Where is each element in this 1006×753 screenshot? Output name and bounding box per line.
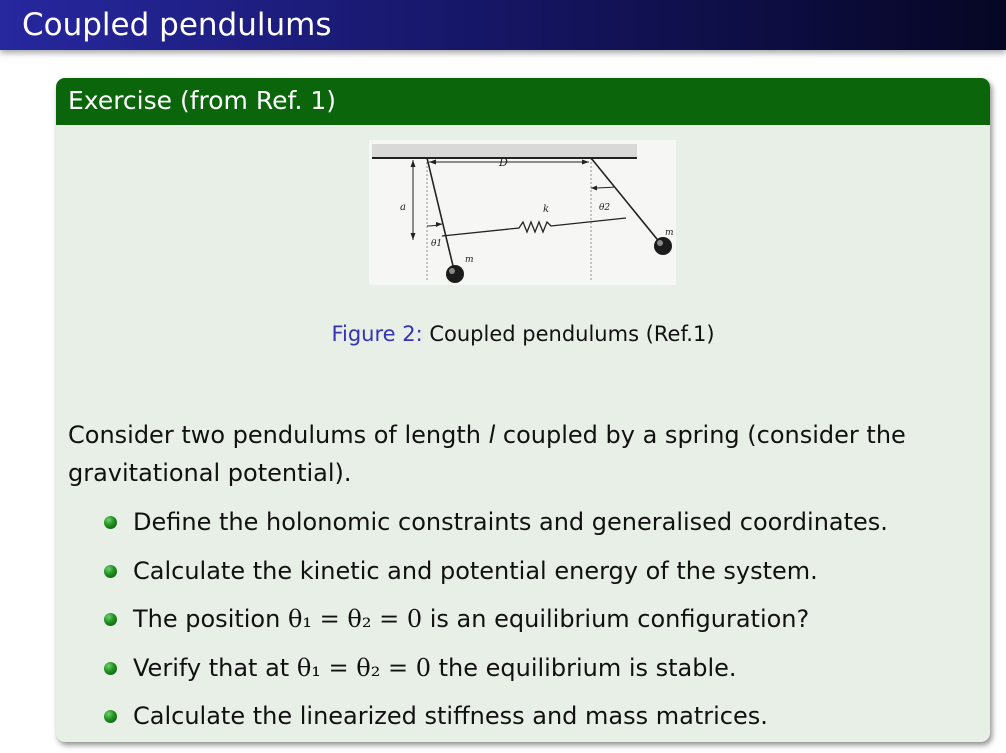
d-arrowhead-left — [429, 160, 436, 165]
mass-left-highlight — [449, 268, 455, 274]
slide-title: Coupled pendulums — [22, 7, 332, 43]
mass-left — [446, 265, 464, 283]
list-item-text-after: the equilibrium is stable. — [430, 653, 737, 682]
stability-condition-math: θ₁ = θ₂ = 0 — [296, 653, 431, 682]
d-arrowhead-right — [582, 160, 589, 165]
figure-label-d: D — [499, 156, 508, 169]
paragraph-before: Consider two pendulums of length — [68, 421, 489, 449]
exercise-paragraph — [68, 416, 978, 492]
bullet-icon — [104, 516, 117, 529]
list-item-text — [133, 650, 737, 686]
list-item — [56, 601, 990, 650]
mass-right — [654, 237, 672, 255]
slide-title-bar — [0, 0, 1006, 50]
list-item-text — [133, 601, 809, 637]
equilibrium-condition-math: θ₁ = θ₂ = 0 — [287, 605, 423, 633]
task-list — [56, 504, 990, 742]
figure-label-a: a — [400, 202, 406, 213]
figure-caption-text: Coupled pendulums (Ref.1) — [429, 322, 715, 346]
paragraph-after: coupled by a spring (consider the gravitational potential). — [68, 421, 906, 487]
paragraph-variable: l — [488, 421, 496, 449]
figure-label-m-right: m — [665, 228, 674, 238]
theta2-arrowhead — [591, 186, 597, 191]
list-item-text-before: Verify that at — [133, 653, 297, 682]
bullet-icon — [104, 662, 117, 675]
bullet-icon — [104, 565, 117, 578]
figure-label-theta2: θ2 — [599, 203, 611, 213]
bullet-icon — [104, 613, 117, 626]
figure-caption — [56, 320, 990, 348]
mass-right-highlight — [657, 240, 663, 246]
list-item-text: Calculate the kinetic and potential energy of the system. — [133, 556, 818, 585]
a-arrowhead-top — [411, 160, 416, 167]
figure-caption-label: Figure 2: — [331, 322, 423, 346]
figure-label-m-left: m — [465, 255, 474, 265]
exercise-block-title: Exercise (from Ref. 1) — [68, 86, 337, 115]
list-item — [56, 553, 990, 602]
list-item-text: Calculate the linearized stiffness and mass matrices. — [133, 702, 768, 730]
coupled-pendulums-figure — [369, 140, 676, 285]
pendulum-rod-left — [427, 158, 454, 270]
list-item — [56, 504, 990, 553]
spring — [442, 218, 626, 236]
list-item-text-after: is an equilibrium configuration? — [422, 605, 810, 633]
exercise-block — [56, 78, 990, 742]
list-item — [56, 698, 990, 742]
list-item-text-before: The position — [133, 605, 288, 633]
exercise-block-header — [56, 78, 990, 125]
pendulum-rod-right — [591, 158, 661, 244]
a-arrowhead-bottom — [411, 233, 416, 240]
list-item — [56, 650, 990, 699]
list-item-text: Define the holonomic constraints and generalised coordinates. — [133, 508, 888, 536]
figure-label-k: k — [543, 204, 550, 215]
figure-label-theta1: θ1 — [431, 239, 443, 249]
bullet-icon — [104, 710, 117, 723]
